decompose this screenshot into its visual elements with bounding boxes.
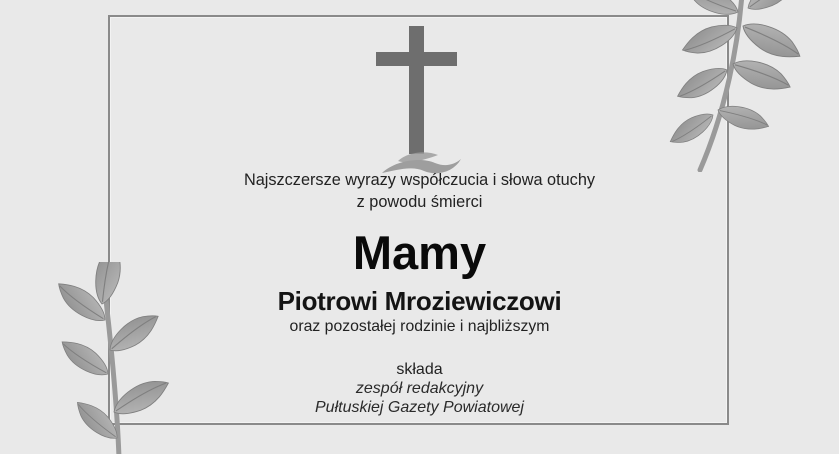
offered-by-label: składa [396, 361, 443, 378]
leaf-branch-icon [638, 0, 818, 172]
latin-cross-icon [376, 24, 462, 156]
signature-line2: Pułtuskiej Gazety Powiatowej [315, 399, 524, 416]
condolence-intro [0, 170, 839, 213]
deceased-title: Mamy [352, 226, 487, 279]
condolence-intro-line2: z powodu śmierci [356, 192, 483, 211]
condolence-intro-line1: Najszczersze wyrazy współczucia i słowa otuchy [243, 171, 596, 189]
addressee-name: Piotrowi Mroziewiczowi [277, 286, 562, 316]
signature-line1: zespół redakcyjny [355, 380, 484, 397]
family-line: oraz pozostałej rodzinie i najbliższym [289, 318, 550, 335]
